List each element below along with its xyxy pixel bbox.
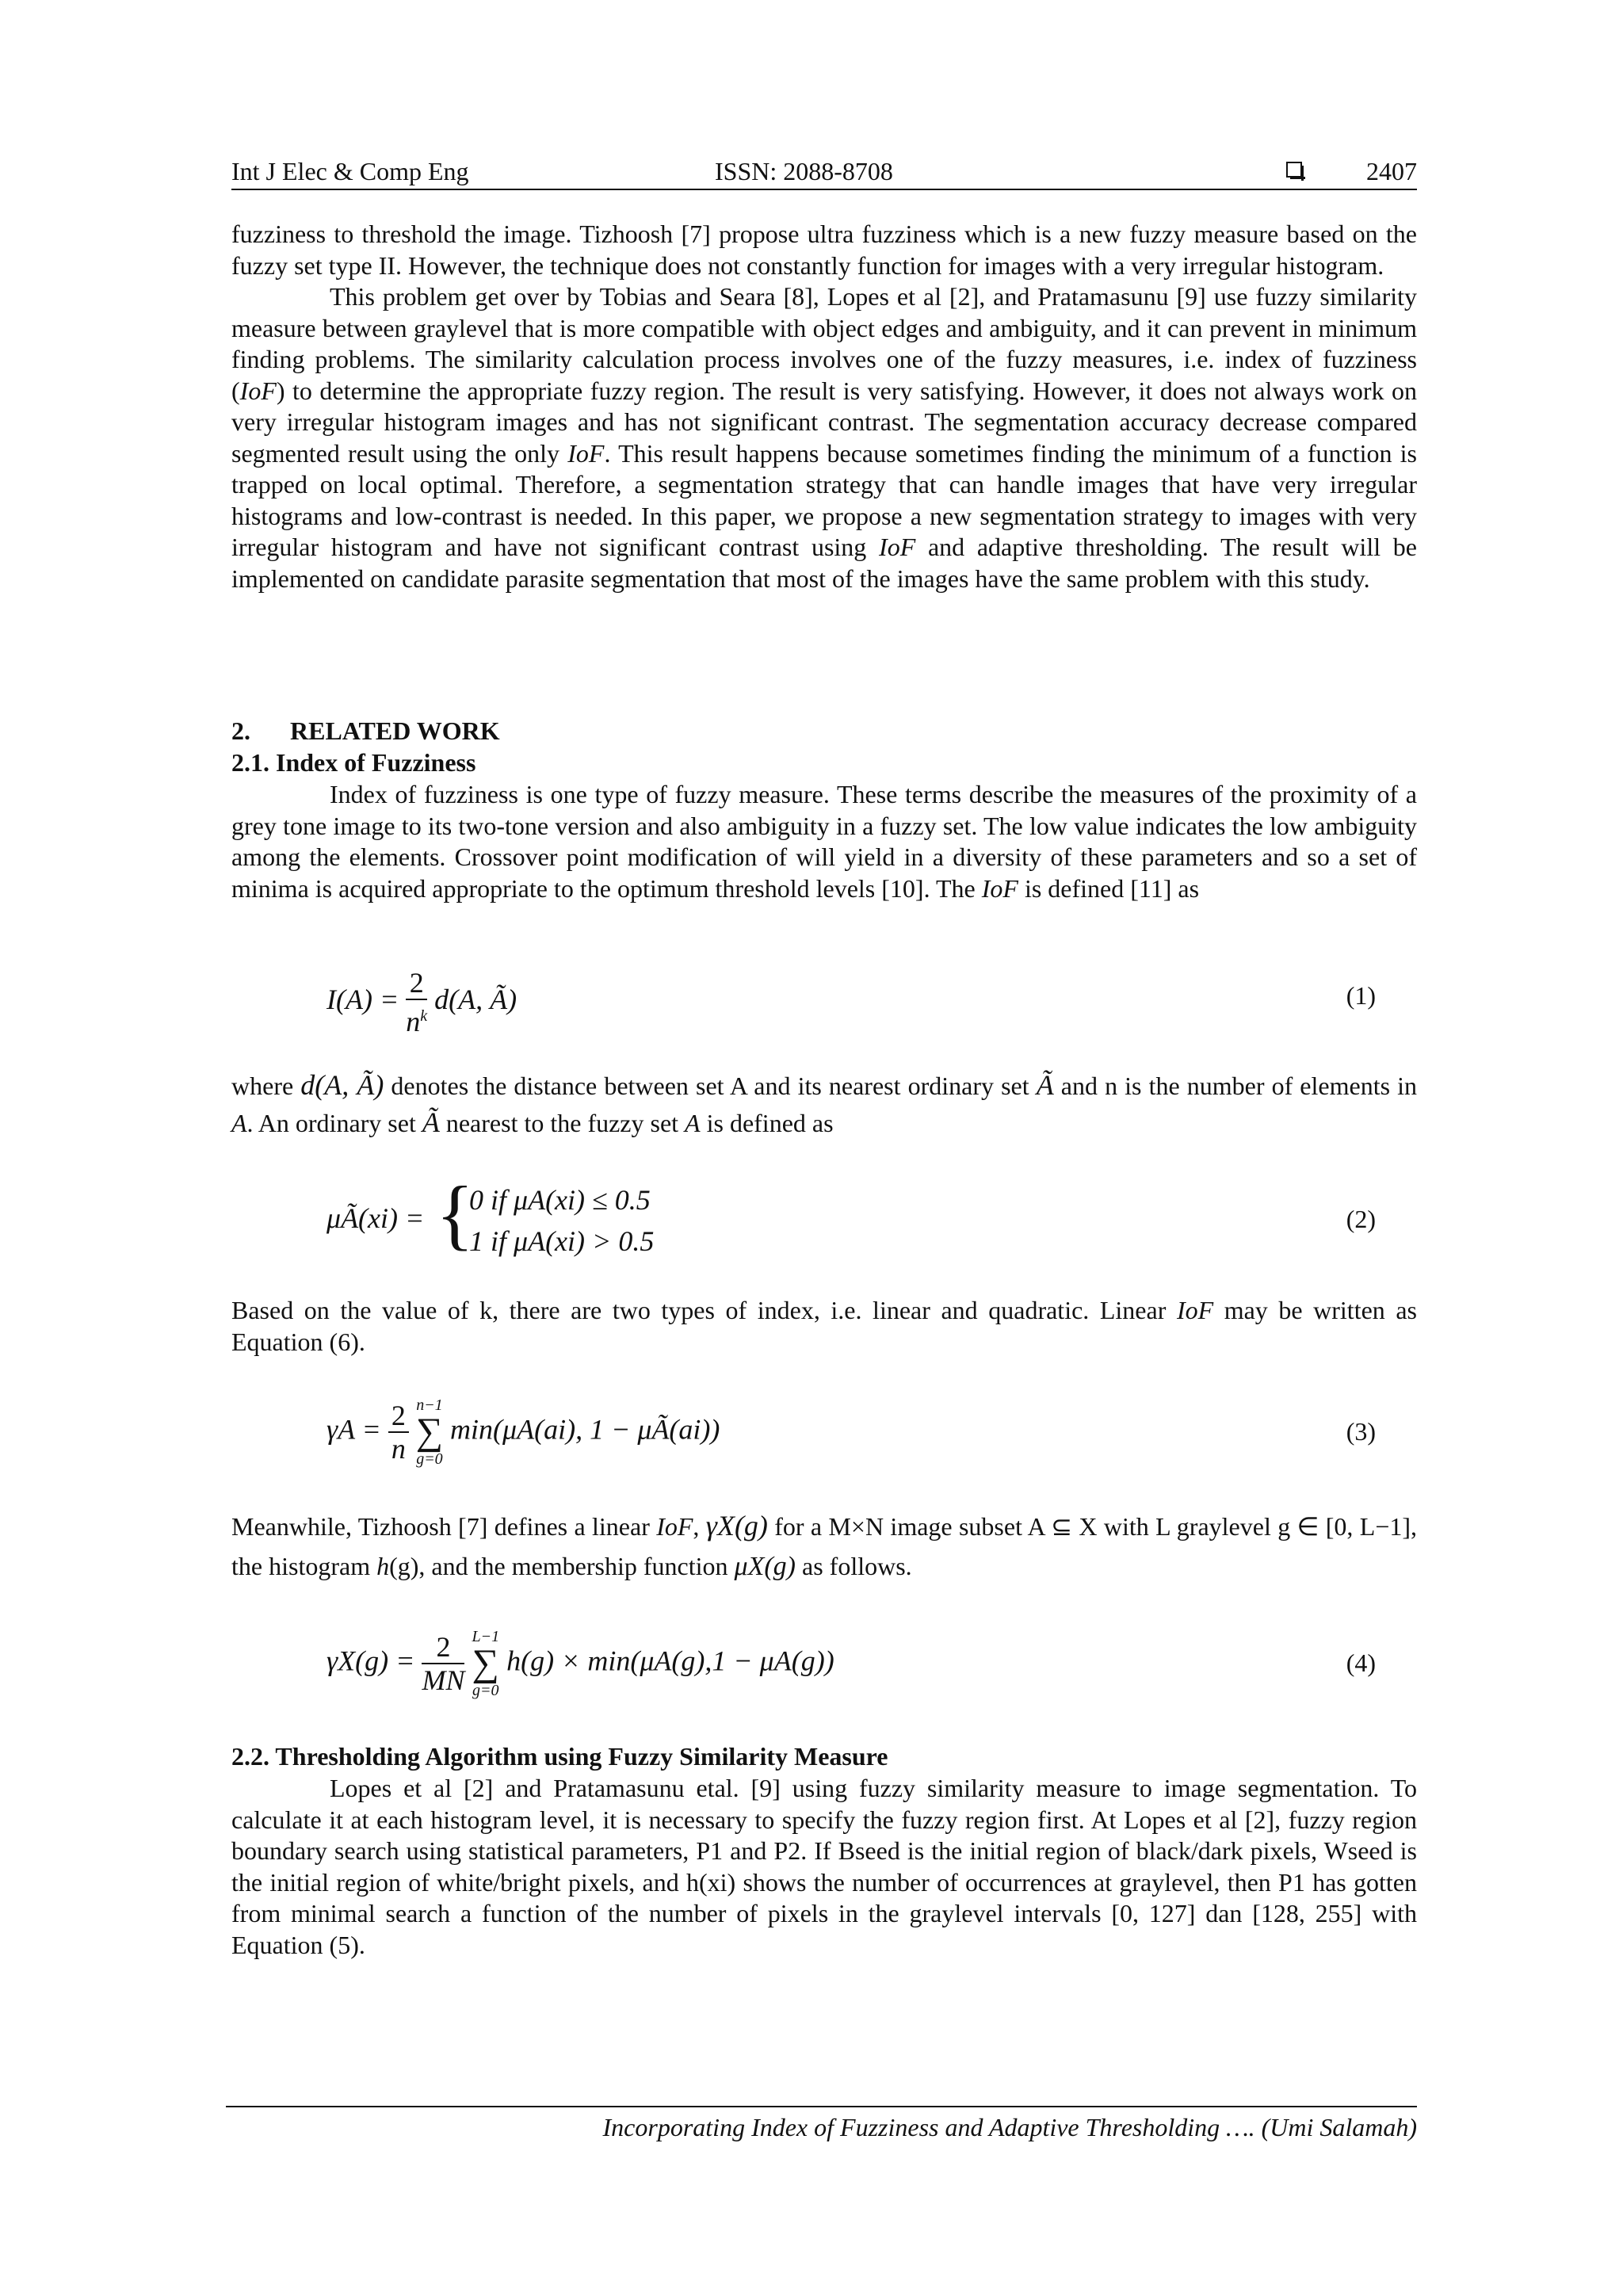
equation-number-1: (1) [1346, 981, 1376, 1010]
equation-number-2: (2) [1346, 1205, 1376, 1233]
equation-4: γX(g) = $\frac{2}{MN}$ L−1 ∑ g=0 h(g) × min(μA(g),1 − μA(g)) (4) [327, 1628, 1376, 1699]
page-number: 2407 [1366, 157, 1417, 185]
equation-2: μÃ(xi) = { 0 if μA(xi) ≤ 0.5 1 if μA(xi) > 0.5 (2) [327, 1170, 1376, 1258]
running-footer: Incorporating Index of Fuzziness and Adaptive Thresholding …. (Umi Salamah) [602, 2113, 1417, 2141]
issn: ISSN: 2088-8708 [715, 157, 893, 185]
equation-number-4: (4) [1346, 1648, 1376, 1677]
running-header [231, 155, 1417, 187]
subsection-heading-index-of-fuzziness: 2.1. Index of Fuzziness [231, 748, 476, 777]
intro-text [231, 219, 1417, 594]
tizhoosh-paragraph: Meanwhile, Tizhoosh [7] defines a linear IoF, γX(g) for a M×N image subset A ⊆ X with L graylevel g ∈ [0, L−1], the histogram h(g), and the membership function μX(g) as follows. [231, 1510, 1418, 1581]
thresholding-paragraph: Lopes et al [2] and Pratamasunu etal. [9] using fuzzy similarity measure to image segmentation. To calculate it at each histogram level, it is necessary to specify the fuzzy region first. At Lopes et al [2], fuzzy region boundary search using statistical parameters, P1 and P2. If Bseed is the initial region of black/dark pixels, Wseed is the initial region of white/bright pixels, and h(xi) shows the number of occurrences at graylevel, then P1 has gotten from minimal search a function of the number of pixels in the graylevel intervals [0, 127] dan [128, 255] with Equation (5). [231, 1774, 1417, 1959]
intro-paragraph-1: fuzziness to threshold the image. Tizhoosh [7] propose ultra fuzziness which is a new fuzzy measure based on the fuzzy set type II. However, the technique does not constantly function for images with a very irregular histogram. [231, 220, 1417, 280]
intro-paragraph-2: This problem get over by Tobias and Seara [8], Lopes et al [2], and Pratamasunu [9] use fuzzy similarity measure between graylevel that is more compatible with object edges and ambiguity, and it can prevent in minimum finding problems. The similarity calculation process involves one of the fuzzy measures, i.e. index of fuzziness (IoF) to determine the appropriate fuzzy region. The result is very satisfying. However, it does not always work on very irregular histogram images and has not significant contrast. The segmentation accuracy decrease compared segmented result using the only IoF. This result happens because sometimes finding the minimum of a function is trapped on local optimal. Therefore, a segmentation strategy that can handle images that have very irregular histograms and low-contrast is needed. In this paper, we propose a new segmentation strategy to images with very irregular histogram and have not significant contrast using IoF and adaptive thresholding. The result will be implemented on candidate parasite segmentation that most of the images have the same problem with this study. [231, 282, 1418, 593]
square-bullet-icon [1286, 162, 1302, 178]
index-types-paragraph: Based on the value of k, there are two types of index, i.e. linear and quadratic. Linear IoF may be written as Equation (6). [231, 1296, 1418, 1356]
section-heading-related-work: 2. RELATED WORK [231, 716, 500, 745]
equation-3: γA = $\frac{2}{n}$ n−1 ∑ g=0 min(μA(ai), 1 − μÃ(ai)) (3) [327, 1396, 1376, 1468]
equation-number-3: (3) [1346, 1417, 1376, 1446]
equation-1: I(A) = $\frac{2}{n^k}$ d(A, Ã) (1) [327, 967, 1376, 1037]
subsection-heading-thresholding: 2.2. Thresholding Algorithm using Fuzzy Similarity Measure [231, 1742, 888, 1771]
where-paragraph: where d(A, Ã) denotes the distance between set A and its nearest ordinary set Ã and n is the number of elements in A. An ordinary set Ã nearest to the fuzzy set A is defined as [231, 1069, 1418, 1138]
index-of-fuzziness-paragraph: Index of fuzziness is one type of fuzzy measure. These terms describe the measures of the proximity of a grey tone image to its two-tone version and also ambiguity in a fuzzy set. The low value indicates the low ambiguity among the elements. Crossover point modification of will yield in a diversity of these parameters and so a set of minima is acquired appropriate to the optimum threshold levels [10]. The IoF is defined [11] as [231, 780, 1417, 903]
footer-rule [226, 2106, 1417, 2107]
journal-name: Int J Elec & Comp Eng [231, 157, 469, 185]
header-rule [231, 189, 1417, 190]
